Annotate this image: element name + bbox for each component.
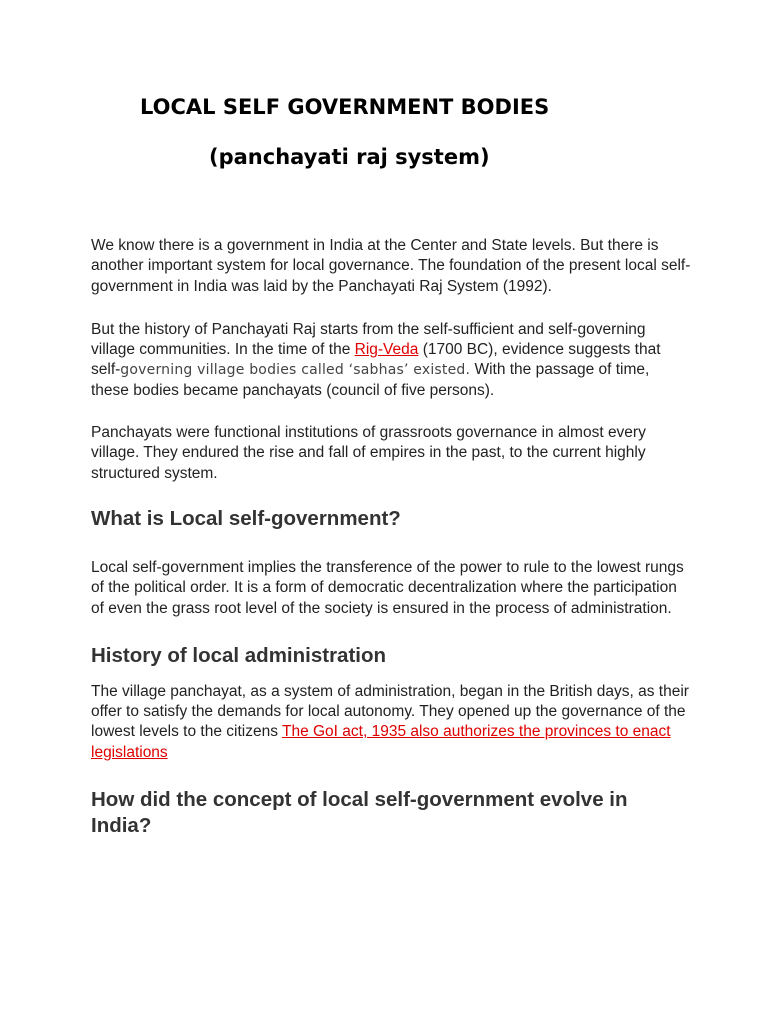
history-text-start: But the history of Panchayati Raj starts from the self-sufficient and self-governing village communities. In the time of the xyxy=(91,320,646,359)
history-text-end: With the passage of time, these bodies became panchayats (council of five persons). xyxy=(91,361,650,399)
goi-act-1935-link[interactable]: The GoI act, 1935 also authorizes the provinces to enact legislations xyxy=(91,723,671,761)
document-body xyxy=(91,236,691,839)
history-text-sabhas: governing village bodies called ‘sabhas’ existed. xyxy=(120,362,471,379)
village-panchayat-text: The village panchayat, as a system of administration, began in the British days, as their offer to satisfy the demands for local autonomy. They opened up the governance of the lowest levels to the citizens xyxy=(91,682,689,741)
heading-history-of-local-administration: History of local administration xyxy=(91,643,387,667)
village-panchayat-paragraph xyxy=(91,682,691,763)
intro-paragraph: We know there is a government in India at the Center and State levels. But there is another important system for local governance. The foundation of the present local self-government in India was laid by the Panchayati Raj System (1992). xyxy=(91,237,691,295)
history-paragraph xyxy=(91,320,691,401)
heading-how-did-concept-evolve: How did the concept of local self-government evolve in India? xyxy=(91,788,628,838)
history-text-mid: (1700 BC), evidence suggests that self- xyxy=(91,341,661,379)
definition-paragraph: Local self-government implies the transference of the power to rule to the lowest rungs of the political order. It is a form of democratic decentralization where the participation of even the grass root level of the society is ensured in the process of administration. xyxy=(91,558,684,617)
panchayats-paragraph: Panchayats were functional institutions of grassroots governance in almost every village. They endured the rise and fall of empires in the past, to the current highly structured system. xyxy=(91,424,646,482)
heading-what-is-local-self-government: What is Local self-government? xyxy=(91,506,401,530)
document-title: LOCAL SELF GOVERNMENT BODIES xyxy=(140,95,550,119)
rig-veda-link[interactable]: Rig-Veda xyxy=(354,341,419,359)
document-subtitle: (panchayati raj system) xyxy=(209,145,490,169)
